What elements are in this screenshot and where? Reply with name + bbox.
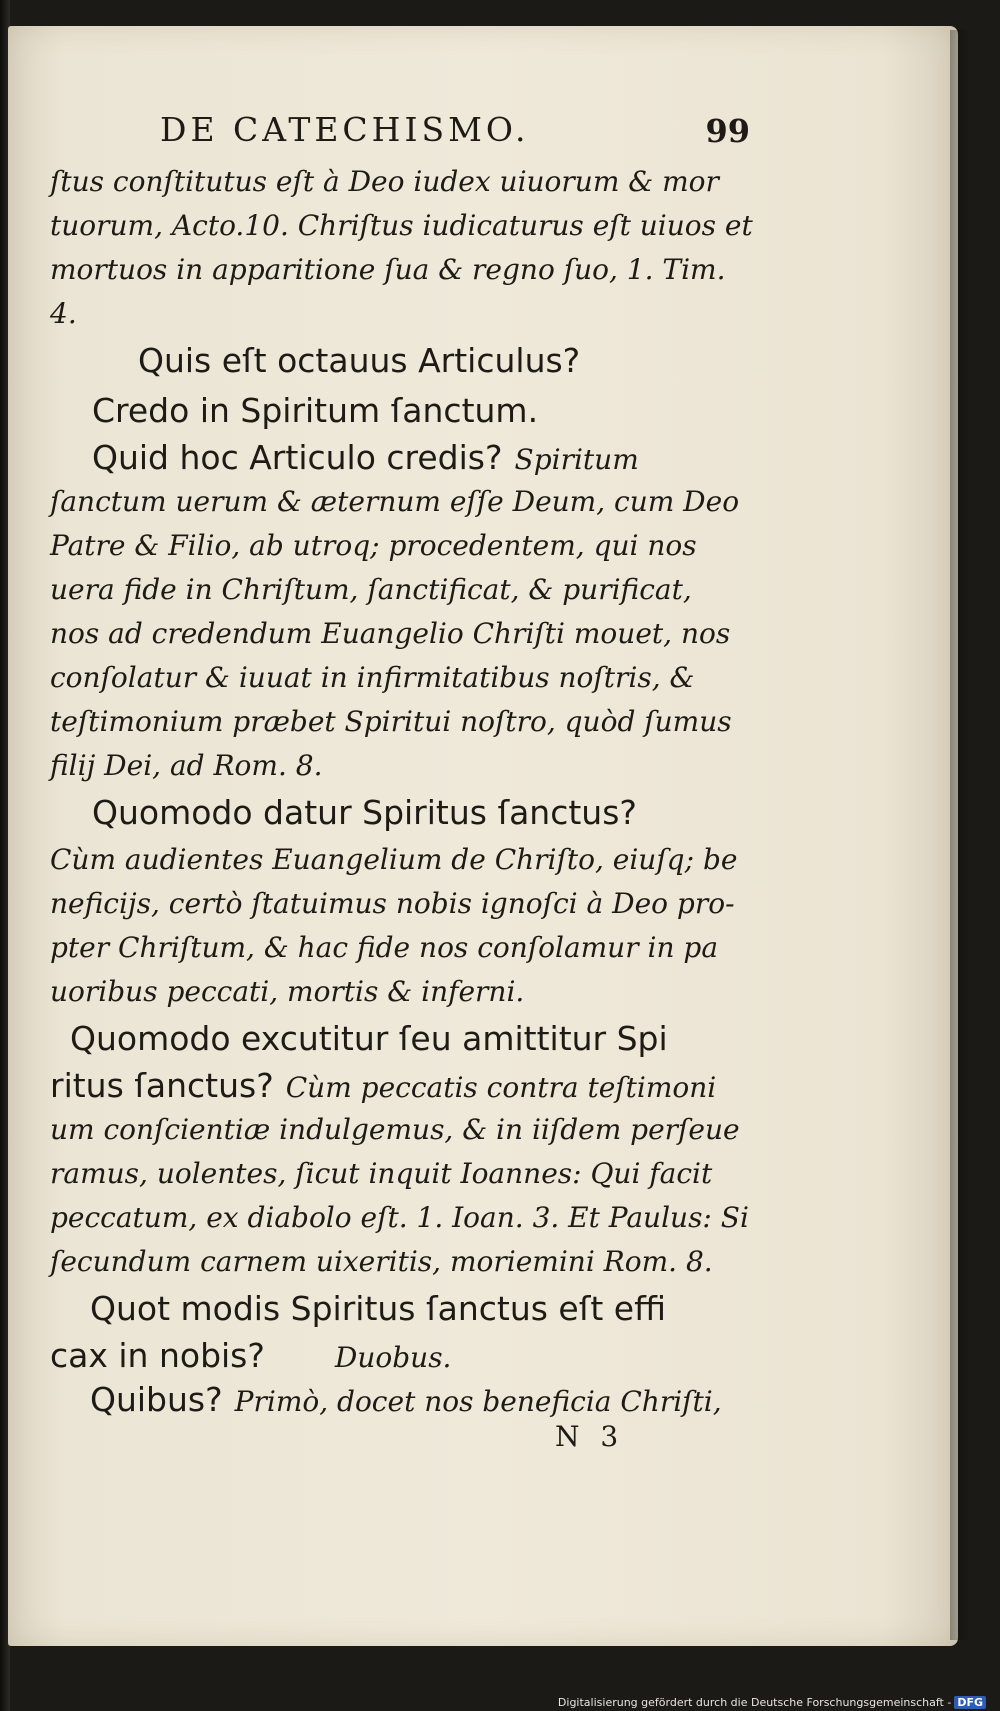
text-line: um conſcientiæ indulgemus, & in iiſdem perſeue [50, 1113, 740, 1146]
text-line: tuorum, Acto.10. Chriſtus iudicaturus eſt uiuos et [50, 209, 753, 242]
text-line: Quomodo excutitur ſeu amittitur Spi [70, 1019, 668, 1058]
question-text: Quid hoc Articulo credis? [92, 438, 503, 477]
question-text: Quibus? [90, 1380, 223, 1419]
text-line: Quomodo datur Spiritus ſanctus? [92, 793, 637, 832]
question-text: cax in nobis? [50, 1336, 265, 1375]
credit-text: Digitalisierung gefördert durch die Deutsche Forschungsgemeinschaft - [557, 1696, 952, 1709]
page-edge-shadow [950, 30, 970, 1640]
text-line: Quot modis Spiritus ſanctus eſt effi [90, 1289, 666, 1328]
text-line [50, 1378, 750, 1422]
text-line [50, 436, 750, 480]
page-number: 99 [705, 112, 750, 150]
answer-text: Duobus. [334, 1341, 452, 1374]
text-line: nos ad credendum Euangelio Chriſti mouet, nos [50, 617, 731, 650]
question-text: ritus ſanctus? [50, 1066, 274, 1105]
answer-text: Primò, docet nos beneficia Chriſti, [234, 1385, 722, 1418]
text-line: Cùm audientes Euangelium de Chriſto, eiuſq; be [50, 843, 738, 876]
text-line: pter Chriſtum, & hac fide nos conſolamur in pa [50, 931, 719, 964]
text-line [50, 1334, 750, 1378]
text-line: ſtus conſtitutus eſt à Deo iudex uiuorum & mor [50, 165, 719, 198]
text-line: conſolatur & iuuat in infirmitatibus noſtris, & [50, 661, 695, 694]
text-line: peccatum, ex diabolo eſt. 1. Ioan. 3. Et Paulus: Si [50, 1201, 749, 1234]
running-head: DE CATECHISMO. [160, 110, 530, 149]
answer-text: Spiritum [514, 443, 639, 476]
dfg-logo: DFG [954, 1696, 986, 1709]
text-line [50, 1064, 750, 1108]
text-line: uera fide in Chriſtum, ſanctificat, & purificat, [50, 573, 692, 606]
digitization-credit [558, 1696, 986, 1709]
text-line: mortuos in apparitione ſua & regno ſuo, 1. Tim. [50, 253, 726, 286]
text-line: Quis eſt octauus Articulus? [138, 341, 581, 380]
text-line: filij Dei, ad Rom. 8. [50, 749, 323, 782]
text-line: ramus, uolentes, ſicut inquit Ioannes: Qui facit [50, 1157, 713, 1190]
signature-mark: N 3 [555, 1420, 625, 1453]
answer-text: Cùm peccatis contra teſtimoni [285, 1071, 717, 1104]
body-text [50, 160, 753, 1422]
text-line: neficijs, certò ſtatuimus nobis ignoſci à Deo pro- [50, 887, 735, 920]
text-line: teſtimonium præbet Spiritui noſtro, quòd ſumus [50, 705, 732, 738]
page-header [160, 110, 750, 150]
text-line: ſanctum uerum & æternum eſſe Deum, cum Deo [50, 485, 740, 518]
text-line: uoribus peccati, mortis & inferni. [50, 975, 525, 1008]
text-line: ſecundum carnem uixeritis, moriemini Rom. 8. [50, 1245, 713, 1278]
text-line: Patre & Filio, ab utroq; procedentem, qui nos [50, 529, 697, 562]
text-line: Credo in Spiritum ſanctum. [92, 391, 539, 430]
text-line: 4. [50, 297, 77, 330]
